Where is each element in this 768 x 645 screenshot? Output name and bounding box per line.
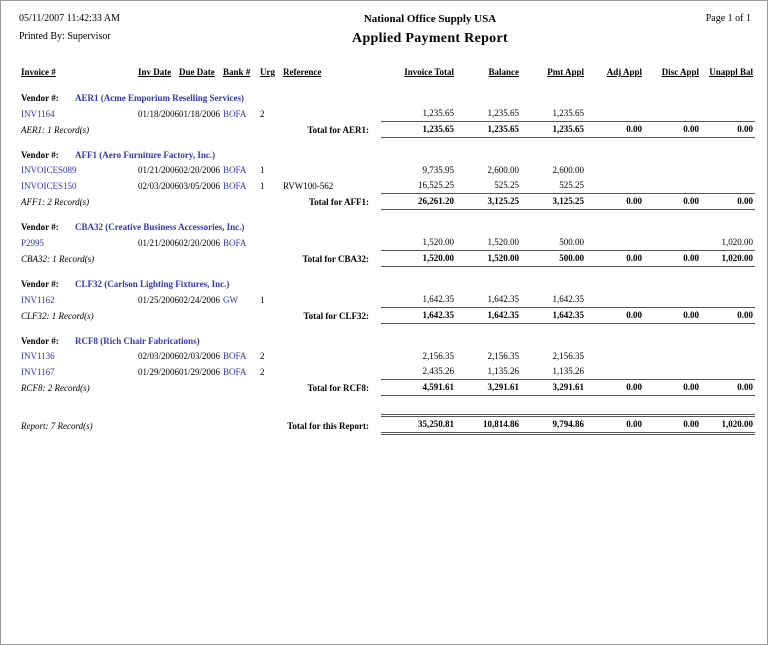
- balance-cell: 1,235.65: [487, 108, 519, 118]
- group-total-balance: 1,235.65: [456, 121, 521, 137]
- balance-cell: 2,156.35: [487, 351, 519, 361]
- unappl-bal-cell: [701, 292, 755, 308]
- group-total-row: [21, 193, 755, 209]
- vendor-header-cell: [21, 275, 755, 292]
- group-total-row: [21, 307, 755, 323]
- group-total-label: Total for CLF32:: [303, 310, 369, 321]
- pmt-appl-cell: 2,600.00: [552, 165, 584, 175]
- invoice-number-link[interactable]: INV1167: [21, 366, 55, 377]
- disc-appl-cell: [644, 364, 701, 380]
- pmt-appl-cell: 1,642.35: [552, 294, 584, 304]
- column-header-urg: Urg: [260, 67, 275, 77]
- group-total-adj-appl: 0.00: [586, 307, 644, 323]
- bank-cell: BOFA: [223, 180, 247, 191]
- column-header-inv-date: Inv Date: [138, 67, 172, 77]
- report-total-adj-appl: 0.00: [586, 415, 644, 433]
- group-total-disc-appl: 0.00: [644, 250, 701, 266]
- urg-cell: 1: [260, 180, 265, 191]
- spacer-cell: [21, 323, 755, 332]
- group-total-label: Total for CBA32:: [302, 253, 369, 264]
- urg-cell: [260, 235, 283, 251]
- invoice-detail-row: [21, 235, 755, 251]
- company-name: National Office Supply USA: [363, 13, 497, 25]
- urg-cell: 2: [260, 366, 265, 377]
- adj-appl-cell: [586, 163, 644, 178]
- invoice-total-cell: 2,435.26: [422, 366, 454, 376]
- invoice-detail-row: [21, 106, 755, 122]
- due-date-cell: 02/20/2006: [179, 165, 221, 175]
- column-header-due-date: Due Date: [179, 67, 215, 77]
- vendor-label: Vendor #:: [21, 222, 59, 232]
- adj-appl-cell: [586, 292, 644, 308]
- pmt-appl-cell: 525.25: [559, 180, 584, 190]
- report-table-body: [21, 80, 755, 433]
- column-header-invoice: Invoice #: [21, 67, 56, 77]
- group-total-pmt-appl: 1,642.35: [521, 307, 586, 323]
- invoice-total-cell: 2,156.35: [422, 351, 454, 361]
- vendor-label: Vendor #:: [21, 93, 59, 103]
- column-header-reference: Reference: [283, 67, 322, 77]
- due-date-cell: 02/03/2006: [179, 351, 221, 361]
- inv-date-cell: 01/25/2006: [138, 294, 179, 305]
- group-total-invoice-total: 4,591.61: [381, 379, 456, 395]
- column-header-row: [21, 65, 755, 80]
- group-total-pmt-appl: 500.00: [521, 250, 586, 266]
- spacer-cell: [21, 395, 755, 415]
- pmt-appl-cell: 500.00: [559, 237, 584, 247]
- invoice-total-cell: 1,520.00: [422, 237, 454, 247]
- vendor-header-cell: [21, 218, 755, 235]
- unappl-bal-cell: [701, 106, 755, 122]
- group-total-disc-appl: 0.00: [644, 379, 701, 395]
- vendor-name: AER1 (Acme Emporium Reselling Services): [75, 93, 244, 103]
- reference-cell: [283, 163, 381, 178]
- disc-appl-cell: [644, 178, 701, 194]
- group-total-row: [21, 379, 755, 395]
- vendor-header-row: [21, 332, 755, 349]
- spacer-cell: [21, 209, 755, 218]
- group-record-count: AFF1: 2 Record(s): [21, 196, 90, 207]
- spacer-row: [21, 266, 755, 275]
- disc-appl-cell: [644, 106, 701, 122]
- spacer-row: [21, 209, 755, 218]
- group-total-label: Total for AFF1:: [309, 196, 369, 207]
- urg-cell: 2: [260, 108, 265, 119]
- disc-appl-cell: [644, 349, 701, 364]
- group-total-unappl-bal: 0.00: [701, 193, 755, 209]
- urg-cell: 2: [260, 351, 265, 361]
- unappl-bal-cell: 1,020.00: [721, 237, 753, 247]
- adj-appl-cell: [586, 178, 644, 194]
- vendor-header-cell: [21, 89, 755, 106]
- vendor-name: CBA32 (Creative Business Accessories, Inc.): [75, 222, 245, 232]
- page-number: Page 1 of 1: [705, 13, 751, 24]
- reference-cell: [283, 349, 381, 364]
- inv-date-cell: 01/29/2006: [138, 366, 179, 377]
- report-total-unappl-bal: 1,020.00: [701, 415, 755, 433]
- vendor-name: CLF32 (Carlson Lighting Fixtures, Inc.): [75, 279, 230, 289]
- disc-appl-cell: [644, 163, 701, 178]
- balance-cell: 525.25: [494, 180, 519, 190]
- group-record-count: CBA32: 1 Record(s): [21, 253, 95, 264]
- reference-cell: RVW100-562: [283, 180, 334, 191]
- invoice-detail-row: [21, 163, 755, 178]
- vendor-label: Vendor #:: [21, 150, 59, 160]
- balance-cell: 1,135.26: [487, 366, 519, 376]
- due-date-cell: 03/05/2006: [179, 180, 221, 191]
- reference-cell: [283, 235, 381, 251]
- group-total-adj-appl: 0.00: [586, 121, 644, 137]
- spacer-cell: [21, 80, 755, 89]
- group-total-row: [21, 250, 755, 266]
- invoice-detail-row: [21, 364, 755, 380]
- invoice-number-link[interactable]: INV1164: [21, 108, 55, 119]
- bank-cell: BOFA: [223, 237, 247, 248]
- report-total-label: Total for this Report:: [287, 420, 369, 431]
- vendor-header-row: [21, 275, 755, 292]
- group-total-adj-appl: 0.00: [586, 379, 644, 395]
- due-date-cell: 01/29/2006: [179, 366, 221, 377]
- bank-cell: GW: [223, 294, 238, 305]
- vendor-name: RCF8 (Rich Chair Fabrications): [75, 336, 200, 346]
- disc-appl-cell: [644, 292, 701, 308]
- inv-date-cell: 01/18/2006: [138, 108, 179, 119]
- column-header-bank: Bank #: [223, 67, 251, 77]
- group-record-count: RCF8: 2 Record(s): [21, 382, 90, 393]
- group-total-unappl-bal: 1,020.00: [701, 250, 755, 266]
- printed-by: Printed By: Supervisor: [19, 31, 111, 42]
- group-total-disc-appl: 0.00: [644, 121, 701, 137]
- bank-cell: BOFA: [223, 351, 247, 361]
- spacer-row: [21, 137, 755, 146]
- spacer-row: [21, 80, 755, 89]
- disc-appl-cell: [644, 235, 701, 251]
- report-datetime: 05/11/2007 11:42:33 AM: [19, 13, 120, 24]
- urg-cell: 1: [260, 294, 265, 305]
- column-header-invoice-total: Invoice Total: [404, 67, 454, 77]
- group-total-invoice-total: 26,261.20: [381, 193, 456, 209]
- balance-cell: 1,520.00: [487, 237, 519, 247]
- inv-date-cell: 02/03/2006: [138, 180, 179, 191]
- unappl-bal-cell: [701, 349, 755, 364]
- vendor-header-cell: [21, 332, 755, 349]
- vendor-header-row: [21, 146, 755, 163]
- invoice-total-cell: 1,642.35: [422, 294, 454, 304]
- group-total-balance: 3,125.25: [456, 193, 521, 209]
- bank-cell: BOFA: [223, 366, 247, 377]
- invoice-number-link[interactable]: INV1162: [21, 294, 55, 305]
- unappl-bal-cell: [701, 163, 755, 178]
- report-table: [21, 65, 755, 435]
- vendor-header-row: [21, 218, 755, 235]
- reference-cell: [283, 292, 381, 308]
- adj-appl-cell: [586, 349, 644, 364]
- report-total-invoice-total: 35,250.81: [381, 415, 456, 433]
- balance-cell: 2,600.00: [487, 165, 519, 175]
- report-title: Applied Payment Report: [352, 31, 508, 46]
- invoice-total-cell: 1,235.65: [422, 108, 454, 118]
- group-total-adj-appl: 0.00: [586, 250, 644, 266]
- reference-cell: [283, 364, 381, 380]
- unappl-bal-cell: [701, 178, 755, 194]
- group-total-label: Total for AER1:: [307, 124, 369, 135]
- invoice-number-link[interactable]: INVOICES150: [21, 180, 77, 191]
- inv-date-cell: 02/03/2006: [138, 351, 179, 361]
- header-center: [229, 13, 631, 47]
- header-left: [19, 13, 229, 42]
- group-total-unappl-bal: 0.00: [701, 379, 755, 395]
- group-total-disc-appl: 0.00: [644, 193, 701, 209]
- unappl-bal-cell: [701, 364, 755, 380]
- report-total-balance: 10,814.86: [456, 415, 521, 433]
- group-total-balance: 3,291.61: [456, 379, 521, 395]
- vendor-label: Vendor #:: [21, 336, 59, 346]
- report-record-count: Report: 7 Record(s): [21, 420, 93, 431]
- column-header-adj-appl: Adj Appl: [606, 67, 642, 77]
- group-total-unappl-bal: 0.00: [701, 307, 755, 323]
- group-total-invoice-total: 1,642.35: [381, 307, 456, 323]
- group-total-pmt-appl: 3,125.25: [521, 193, 586, 209]
- spacer-cell: [21, 266, 755, 275]
- column-header-unappl-bal: Unappl Bal: [709, 67, 753, 77]
- adj-appl-cell: [586, 364, 644, 380]
- group-total-balance: 1,642.35: [456, 307, 521, 323]
- balance-cell: 1,642.35: [487, 294, 519, 304]
- pmt-appl-cell: 1,235.65: [552, 108, 584, 118]
- due-date-cell: 02/20/2006: [179, 237, 221, 248]
- invoice-number-link[interactable]: INV1136: [21, 351, 55, 361]
- column-header-disc-appl: Disc Appl: [661, 67, 699, 77]
- adj-appl-cell: [586, 235, 644, 251]
- report-total-pmt-appl: 9,794.86: [521, 415, 586, 433]
- invoice-total-cell: 16,525.25: [418, 180, 454, 190]
- group-total-label: Total for RCF8:: [307, 382, 369, 393]
- invoice-total-cell: 9,735.95: [422, 165, 454, 175]
- pmt-appl-cell: 1,135.26: [552, 366, 584, 376]
- bank-cell: BOFA: [223, 165, 247, 175]
- report-total-disc-appl: 0.00: [644, 415, 701, 433]
- adj-appl-cell: [586, 106, 644, 122]
- group-total-invoice-total: 1,235.65: [381, 121, 456, 137]
- group-total-invoice-total: 1,520.00: [381, 250, 456, 266]
- group-total-row: [21, 121, 755, 137]
- due-date-cell: 02/24/2006: [179, 294, 221, 305]
- inv-date-cell: 01/21/2006: [138, 237, 179, 248]
- group-total-pmt-appl: 1,235.65: [521, 121, 586, 137]
- reference-cell: [283, 106, 381, 122]
- group-record-count: CLF32: 1 Record(s): [21, 310, 94, 321]
- group-total-adj-appl: 0.00: [586, 193, 644, 209]
- vendor-label: Vendor #:: [21, 279, 59, 289]
- group-total-disc-appl: 0.00: [644, 307, 701, 323]
- invoice-detail-row: [21, 292, 755, 308]
- spacer-cell: [21, 137, 755, 146]
- column-header-pmt-appl: Pmt Appl: [547, 67, 584, 77]
- report-total-row: [21, 415, 755, 433]
- group-record-count: AER1: 1 Record(s): [21, 124, 90, 135]
- urg-cell: 1: [260, 165, 265, 175]
- group-total-pmt-appl: 3,291.61: [521, 379, 586, 395]
- spacer-row: [21, 395, 755, 415]
- group-total-unappl-bal: 0.00: [701, 121, 755, 137]
- group-total-balance: 1,520.00: [456, 250, 521, 266]
- inv-date-cell: 01/21/2006: [138, 165, 179, 175]
- invoice-number-link[interactable]: P2995: [21, 237, 45, 248]
- pmt-appl-cell: 2,156.35: [552, 351, 584, 361]
- spacer-row: [21, 323, 755, 332]
- vendor-header-row: [21, 89, 755, 106]
- due-date-cell: 01/18/2006: [179, 108, 221, 119]
- vendor-header-cell: [21, 146, 755, 163]
- bank-cell: BOFA: [223, 108, 247, 119]
- invoice-detail-row: [21, 349, 755, 364]
- report-header: [1, 1, 767, 47]
- column-header-balance: Balance: [488, 67, 519, 77]
- invoice-number-link[interactable]: INVOICES089: [21, 165, 77, 175]
- vendor-name: AFF1 (Aero Furniture Factory, Inc.): [75, 150, 216, 160]
- invoice-detail-row: [21, 178, 755, 194]
